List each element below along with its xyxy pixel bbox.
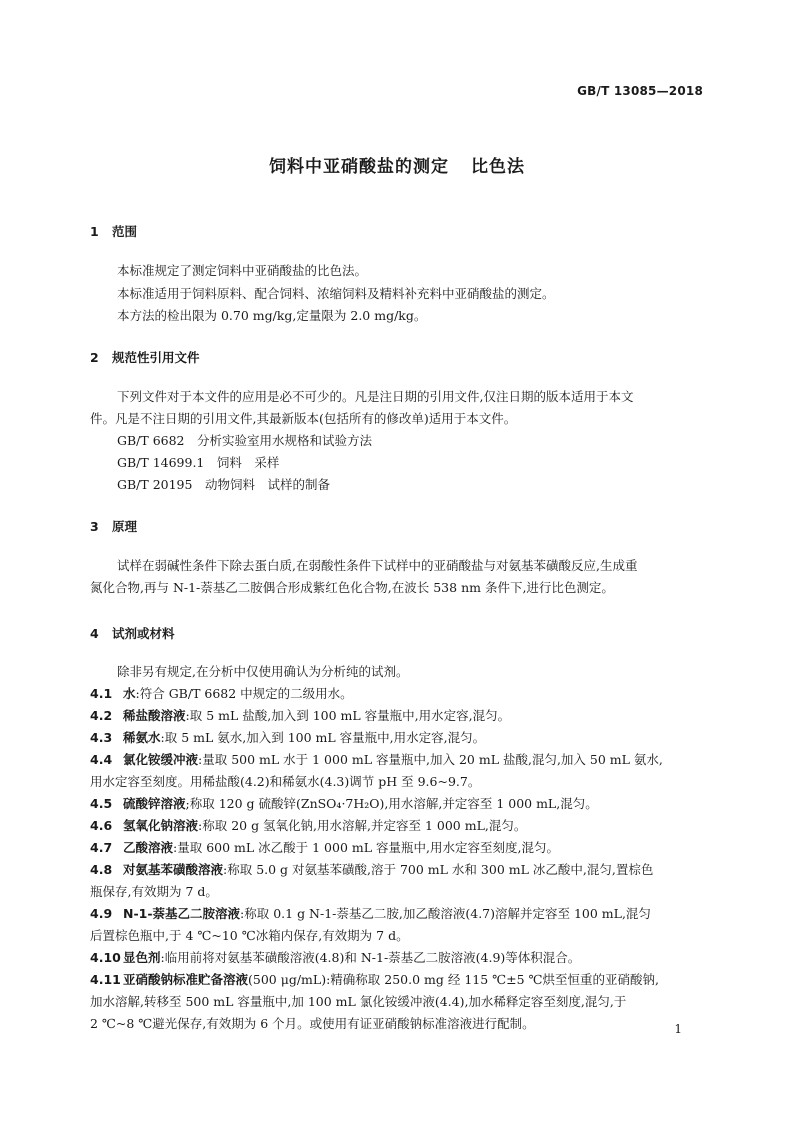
section-heading-scope: 1 范围 bbox=[90, 224, 138, 239]
references-intro-line-1: 下列文件对于本文件的应用是必不可少的。凡是注日期的引用文件,仅注日期的版本适用于本文 bbox=[117, 389, 634, 404]
reagent-item: 4.1 水:符合 GB/T 6682 中规定的二级用水。 bbox=[90, 686, 353, 701]
reagent-item: 4.4 氯化铵缓冲液:量取 500 mL 水于 1 000 mL 容量瓶中,加入 20 mL 盐酸,混匀,加入 50 mL 氨水, bbox=[90, 752, 663, 767]
reagent-item: 4.10 显色剂:临用前将对氨基苯磺酸溶液(4.8)和 N-1-萘基乙二胺溶液(4.9)等体积混合。 bbox=[90, 950, 581, 965]
title-method: 比色法 bbox=[471, 157, 525, 177]
page-number: 1 bbox=[674, 1022, 682, 1036]
principle-line-1: 试样在弱碱性条件下除去蛋白质,在弱酸性条件下试样中的亚硝酸盐与对氨基苯磺酸反应,生成重 bbox=[117, 558, 638, 573]
references-intro-line-2: 件。凡是不注日期的引用文件,其最新版本(包括所有的修改单)适用于本文件。 bbox=[90, 411, 517, 426]
reagent-item: 4.2 稀盐酸溶液:取 5 mL 盐酸,加入到 100 mL 容量瓶中,用水定容,混匀。 bbox=[90, 708, 511, 723]
reagent-item-continuation: 后置棕色瓶中,于 4 ℃~10 ℃冰箱内保存,有效期为 7 d。 bbox=[90, 928, 409, 943]
reagent-item: 4.8 对氨基苯磺酸溶液:称取 5.0 g 对氨基苯磺酸,溶于 700 mL 水和 300 mL 冰乙酸中,混匀,置棕色 bbox=[90, 862, 654, 877]
reagent-item-continuation: 瓶保存,有效期为 7 d。 bbox=[90, 884, 218, 899]
scope-paragraph-2: 本标准适用于饲料原料、配合饲料、浓缩饲料及精料补充料中亚硝酸盐的测定。 bbox=[117, 286, 555, 301]
reference-item: GB/T 14699.1 饲料 采样 bbox=[117, 455, 280, 470]
principle-line-2: 氮化合物,再与 N-1-萘基乙二胺偶合形成紫红色化合物,在波长 538 nm 条件下,进行比色测定。 bbox=[90, 580, 614, 595]
standard-code: GB/T 13085—2018 bbox=[577, 84, 703, 98]
section-heading-normative-references: 2 规范性引用文件 bbox=[90, 350, 200, 365]
scope-paragraph-1: 本标准规定了测定饲料中亚硝酸盐的比色法。 bbox=[117, 263, 368, 278]
reagent-item: 4.5 硫酸锌溶液;称取 120 g 硫酸锌(ZnSO₄·7H₂O),用水溶解,并定容至 1 000 mL,混匀。 bbox=[90, 796, 598, 811]
reagent-item-continuation: 2 ℃~8 ℃避光保存,有效期为 6 个月。或使用有证亚硝酸钠标准溶液进行配制。 bbox=[90, 1016, 535, 1031]
reagents-intro: 除非另有规定,在分析中仅使用确认为分析纯的试剂。 bbox=[117, 664, 409, 679]
section-heading-reagents: 4 试剂或材料 bbox=[90, 626, 175, 641]
reference-item: GB/T 6682 分析实验室用水规格和试验方法 bbox=[117, 433, 373, 448]
document-title bbox=[0, 152, 794, 177]
section-heading-principle: 3 原理 bbox=[90, 519, 138, 534]
reagent-item: 4.11 亚硝酸钠标准贮备溶液(500 μg/mL):精确称取 250.0 mg 经 115 ℃±5 ℃烘至恒重的亚硝酸钠, bbox=[90, 972, 660, 987]
reagent-item: 4.3 稀氨水:取 5 mL 氨水,加入到 100 mL 容量瓶中,用水定容,混匀。 bbox=[90, 730, 486, 745]
reference-item: GB/T 20195 动物饲料 试样的制备 bbox=[117, 477, 330, 492]
scope-paragraph-3: 本方法的检出限为 0.70 mg/kg,定量限为 2.0 mg/kg。 bbox=[117, 308, 427, 323]
reagent-item: 4.6 氢氧化钠溶液:称取 20 g 氢氧化钠,用水溶解,并定容至 1 000 mL,混匀。 bbox=[90, 818, 527, 833]
reagent-item-continuation: 加水溶解,转移至 500 mL 容量瓶中,加 100 mL 氯化铵缓冲液(4.4),加水稀释定容至刻度,混匀,于 bbox=[90, 994, 627, 1009]
reagent-item-continuation: 用水定容至刻度。用稀盐酸(4.2)和稀氨水(4.3)调节 pH 至 9.6~9.7。 bbox=[90, 774, 481, 789]
reagent-item: 4.7 乙酸溶液:量取 600 mL 冰乙酸于 1 000 mL 容量瓶中,用水定容至刻度,混匀。 bbox=[90, 840, 559, 855]
title-main: 饲料中亚硝酸盐的测定 bbox=[269, 157, 449, 177]
reagent-item: 4.9 N-1-萘基乙二胺溶液:称取 0.1 g N-1-萘基乙二胺,加乙酸溶液(4.7)溶解并定容至 100 mL,混匀 bbox=[90, 906, 651, 921]
